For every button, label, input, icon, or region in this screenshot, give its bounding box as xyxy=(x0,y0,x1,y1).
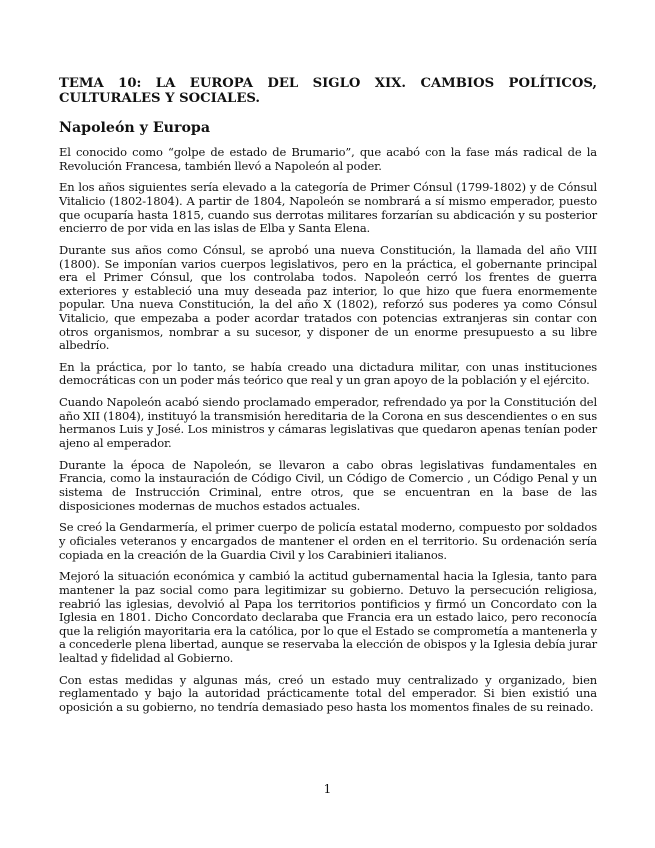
paragraph-1: El conocido como “golpe de estado de Brumario”, que acabó con la fase más radical de la Revolución Francesa, también llevó a Napoleón al poder. xyxy=(59,145,597,173)
document-page xyxy=(59,76,597,723)
section-heading: Napoleón y Europa xyxy=(59,120,211,136)
paragraph-6: Durante la época de Napoleón, se llevaron a cabo obras legislativas fundamentales en Francia, como la instauración de Código Civil, un Código de Comercio , un Código Penal y un sistema de Instrucción Criminal, entre otros, que se encuentran en la base de las disposiciones modernas de muchos estados actuales. xyxy=(59,457,597,513)
paragraph-2: En los años siguientes sería elevado a la categoría de Primer Cónsul (1799-1802) y de Cónsul Vitalicio (1802-1804). A partir de 1804, Napoleón se nombrará a sí mismo emperador, puesto que ocuparía hasta 1815, cuando sus derrotas militares forzarían su abdicación y su posterior encierro de por vida en las islas de Elba y Santa Elena. xyxy=(59,180,597,236)
paragraph-3: Durante sus años como Cónsul, se aprobó una nueva Constitución, la llamada del año VIII (1800). Se imponían varios cuerpos legislativos, pero en la práctica, el gobernante principal era el Primer Cónsul, que los controlaba todos. Napoleón cerró los frentes de guerra exteriores y estableció una muy deseada paz interior, lo que hizo que fuera enormemente popular. Una nueva Constitución, la del año X (1802), reforzó sus poderes ya como Cónsul Vitalicio, que empezaba a poder acordar tratados con potencias extranjeras sin contar con otros organismos, nombrar a su sucesor, y disponer de un enorme presupuesto a su libre albedrío. xyxy=(59,242,597,353)
paragraph-5: Cuando Napoleón acabó siendo proclamado emperador, refrendado ya por la Constitución del año XII (1804), instituyó la transmisión hereditaria de la Corona en sus descendientes o en sus hermanos Luis y José. Los ministros y cámaras legislativas que quedaron apenas tenían poder ajeno al emperador. xyxy=(59,395,597,451)
paragraph-8: Mejoró la situación económica y cambió la actitud gubernamental hacia la Iglesia, tanto para mantener la paz social como para legitimizar su gobierno. Detuvo la persecución religiosa, reabrió las iglesias, devolvió al Papa los territorios pontificios y firmó un Concordato con la Iglesia en 1801. Dicho Concordato declaraba que Francia era un estado laico, pero reconocía que la religión mayoritaria era la católica, por lo que el Estado se comprometía a mantenerla y a concederle plena libertad, aunque se reservaba la elección de obispos y la Iglesia debía jurar lealtad y fidelidad al Gobierno. xyxy=(59,569,597,665)
paragraph-4: En la práctica, por lo tanto, se había creado una dictadura militar, con unas instituciones democráticas con un poder más teórico que real y un gran apoyo de la población y el ejército. xyxy=(59,359,597,388)
document-title: TEMA 10: LA EUROPA DEL SIGLO XIX. CAMBIOS POLÍTICOS, CULTURALES Y SOCIALES. xyxy=(59,76,597,106)
page-number: 1 xyxy=(323,782,332,796)
paragraph-7: Se creó la Gendarmería, el primer cuerpo de policía estatal moderno, compuesto por soldados y oficiales veteranos y encargados de mantener el orden en el territorio. Su ordenación sería copiada en la creación de la Guardia Civil y los Carabinieri italianos. xyxy=(59,520,597,562)
paragraph-9: Con estas medidas y algunas más, creó un estado muy centralizado y organizado, bien reglamentado y bajo la autoridad prácticamente total del emperador. Si bien existió una oposición a su gobierno, no tendría demasiado peso hasta los momentos finales de su reinado. xyxy=(59,672,597,714)
